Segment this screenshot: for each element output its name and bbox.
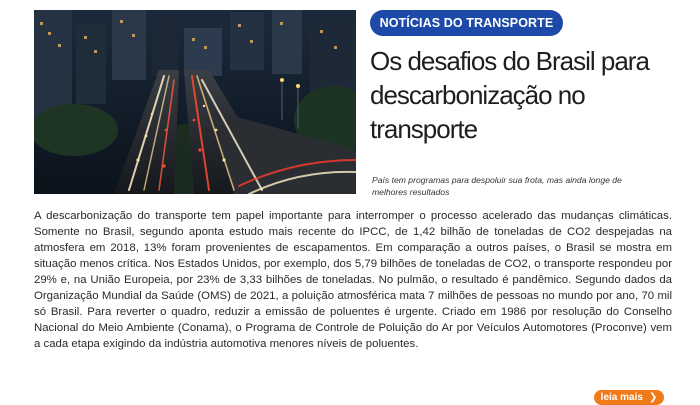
chevron-right-icon: ❯: [648, 392, 658, 403]
article-photo: [34, 10, 356, 194]
article-headline: Os desafios do Brasil para descarbonização no transporte: [370, 46, 649, 144]
read-more-button[interactable]: [594, 390, 664, 405]
article-body: A descarbonização do transporte tem papel importante para interromper o processo acelerado das mudanças climáticas. Somente no Brasil, segundo aponta estudo mais recente do IPCC, de 1,42 bilhão de toneladas de CO2 despejadas na atmosfera em 2018, 13% foram provenientes de escapamentos. Em comparação a outros países, o Brasil se mostra em situação menos crítica. Nos Estados Unidos, por exemplo, dos 5,79 bilhões de toneladas de CO2, o transporte respondeu por 29% e, na União Europeia, por 23% de 3,33 bilhões de toneladas. No pulmão, o resultado é pandêmico. Segundo dados da Organização Mundial da Saúde (OMS) de 2021, a poluição atmosférica mata 7 milhões de pessoas no mundo por ano, 70 mil só Brasil. Para reverter o quadro, reduzir a emissão de poluentes é urgente. Criado em 1986 por resolução do Conselho Nacional do Meio Ambiente (Conama), o Programa de Controle de Poluição do Ar por Veículos Automotores (Proconve) vem a cada etapa exigindo da indústria automotiva menores níveis de poluentes.: [34, 210, 672, 350]
read-more-label: leia mais: [600, 392, 643, 403]
section-badge: NOTÍCIAS DO TRANSPORTE: [370, 10, 563, 36]
photo-caption: País tem programas para despoluir sua frota, mas ainda longe de melhores resultados: [372, 175, 622, 197]
